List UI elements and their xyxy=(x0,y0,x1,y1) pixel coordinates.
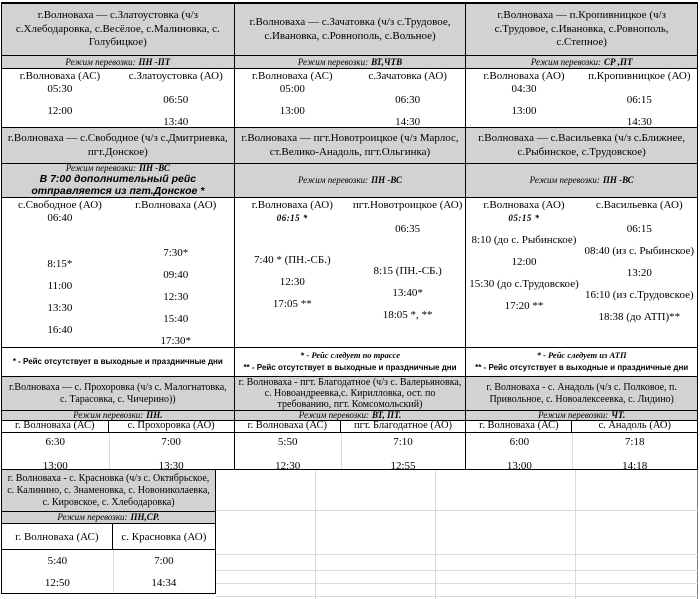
time-cell: 17:30* xyxy=(160,335,192,347)
service-days xyxy=(2,56,234,68)
time-cell: 7:30* xyxy=(163,247,189,259)
route-header-cell xyxy=(2,128,234,164)
time-cell: 7:00 xyxy=(154,555,174,567)
service-days xyxy=(235,56,466,68)
time-cell: 06:15 * xyxy=(276,213,308,223)
footnotes-cell xyxy=(2,348,234,377)
service-days-cell xyxy=(2,411,234,421)
stop-headers xyxy=(235,198,466,213)
time-row xyxy=(466,257,697,268)
time-row xyxy=(235,310,466,321)
time-row xyxy=(2,303,234,314)
service-days-label: Режим перевозки: xyxy=(73,411,144,420)
time-cell: 17:05 ** xyxy=(272,298,312,310)
time-cell: 6:00 xyxy=(509,436,530,448)
time-row xyxy=(466,117,697,128)
timetable-body xyxy=(235,69,466,128)
service-days-cell xyxy=(235,411,466,421)
grid-line xyxy=(575,470,576,599)
timetable-body xyxy=(2,198,234,348)
time-cell: 06:50 xyxy=(163,94,189,106)
service-days-cell xyxy=(2,512,215,524)
time-cell: 7:10 xyxy=(393,436,413,448)
time-cell: 13:40* xyxy=(392,287,423,299)
time-row xyxy=(235,288,466,299)
time-cell: 5:40 xyxy=(47,555,68,567)
route-title: г. Волноваха - пгт. Благодатное (ч/з с. Валерьяновка, с. Новоандреевка,с. Кирилловка, ост. по требованию, пгт. Комсомольский) xyxy=(238,377,462,411)
service-days-label: Режим перевозки: xyxy=(538,411,609,420)
time-row xyxy=(2,270,234,281)
time-row xyxy=(2,555,215,567)
service-days-value: ПН -ВС xyxy=(139,164,170,174)
time-cell: 18:05 *, ** xyxy=(382,309,433,321)
time-cell: 16:40 xyxy=(47,324,73,336)
service-days-cell xyxy=(466,164,697,198)
route-title: г.Волноваха — с.Златоустовка (ч/з с.Хлебодаровка, с.Весёлое, с.Малиновка, с. Голубицкое) xyxy=(15,8,220,49)
service-days xyxy=(466,411,697,420)
spacer xyxy=(235,235,466,255)
service-days-label: Режим перевозки: xyxy=(297,56,369,67)
service-days xyxy=(2,411,234,420)
route-header-cell xyxy=(2,377,234,411)
stop-headers xyxy=(466,421,697,433)
footnote: * - Рейс следует по трассе xyxy=(299,349,400,360)
arrival-stop: с. Красновка (АО) xyxy=(121,530,207,543)
time-cell: 13:40 xyxy=(163,116,189,128)
time-cell: 13:30 xyxy=(158,460,184,469)
grid-line xyxy=(216,510,698,511)
service-days-value: ВТ, ПТ. xyxy=(371,411,402,420)
time-row xyxy=(235,117,466,128)
timetable-body xyxy=(2,550,215,593)
time-row xyxy=(235,213,466,224)
departure-stop: г.Волноваха (АО) xyxy=(483,70,565,82)
time-row xyxy=(235,84,466,95)
service-days-value: ПН,СР. xyxy=(130,512,160,522)
time-row xyxy=(466,312,697,323)
schedule-column-2 xyxy=(234,4,466,469)
footnotes xyxy=(235,348,466,376)
time-row xyxy=(2,95,234,106)
time-cell: 15:30 (до с.Трудовское) xyxy=(469,278,579,290)
time-cell: 13:00 xyxy=(279,105,305,117)
route-header-cell xyxy=(2,4,234,56)
time-cell: 04:30 xyxy=(511,83,537,95)
time-cell: 13:20 xyxy=(626,267,652,279)
grid-line xyxy=(216,554,698,555)
footnote: * - Рейс следует из АТП xyxy=(536,349,627,360)
extra-trip-note: В 7:00 дополнительный рейс отправляется из пгт.Донское * xyxy=(31,173,205,197)
empty-spreadsheet-area xyxy=(216,470,698,599)
stop-headers xyxy=(2,198,234,213)
service-days-label: Режим перевозки: xyxy=(530,56,601,67)
service-days-value: ПН -ВС xyxy=(371,175,402,185)
footnote: ** - Рейс отсутствует в выходные и праздничные дни xyxy=(475,363,689,373)
arrival-stop: с.Зачатовка (АО) xyxy=(368,70,447,82)
departure-stop: г.Волноваха (АО) xyxy=(251,199,333,211)
time-row xyxy=(2,106,234,117)
arrival-stop: пгт. Благодатное (АО) xyxy=(354,421,453,432)
time-cell: 7:40 * (ПН.-СБ.) xyxy=(254,254,331,266)
time-row xyxy=(466,95,697,106)
time-cell: 8:10 (до с. Рыбинское) xyxy=(471,234,577,246)
service-days-cell xyxy=(466,411,697,421)
time-row xyxy=(2,325,234,336)
arrival-stop: с. Анадоль (АО) xyxy=(598,421,671,432)
route-title: г. Волноваха - с. Анадоль (ч/з с. Полковое, п. Привольное, с. Новоалексеевка, с. Лидино) xyxy=(486,382,677,405)
departure-stop: г. Волноваха (АС) xyxy=(466,421,572,432)
time-row xyxy=(466,460,697,469)
route-title: г.Волноваха — с. Прохоровка (ч/з с. Малогнатовка, с. Тарасовка, с. Чичерино)) xyxy=(8,382,227,405)
time-cell: 06:30 xyxy=(395,94,421,106)
service-days xyxy=(235,411,466,420)
time-row xyxy=(466,106,697,117)
stop-headers xyxy=(2,69,234,84)
route-header-cell xyxy=(235,377,466,411)
stop-headers xyxy=(2,524,215,550)
time-row xyxy=(466,436,697,448)
time-cell: 09:40 xyxy=(163,269,189,281)
time-cell: 14:18 xyxy=(622,460,648,469)
service-days-cell xyxy=(2,164,234,198)
service-days xyxy=(2,512,215,523)
timetable-body xyxy=(2,69,234,128)
service-days-label: Режим перевозки: xyxy=(297,175,369,185)
grid-line xyxy=(216,570,698,571)
service-days-cell xyxy=(235,164,466,198)
service-days xyxy=(466,164,697,197)
arrival-stop: г.Волноваха (АО) xyxy=(135,199,217,211)
grid-line xyxy=(315,470,316,599)
timetable-body xyxy=(466,198,697,348)
time-row xyxy=(2,460,234,469)
service-days-value: СР ,ПТ xyxy=(604,56,633,67)
time-row xyxy=(235,436,466,448)
time-cell: 7:18 xyxy=(624,436,645,448)
krasnovka-table xyxy=(1,469,216,594)
time-cell: 12:55 xyxy=(390,460,416,469)
time-cell: 11:00 xyxy=(47,280,73,292)
time-cell: 12:50 xyxy=(44,577,70,589)
route-header-cell xyxy=(466,377,697,411)
service-days xyxy=(466,56,697,68)
arrival-stop: п.Кропивницкое (АО) xyxy=(588,70,691,82)
timetable-body xyxy=(235,198,466,348)
time-row xyxy=(2,314,234,325)
time-row xyxy=(466,290,697,301)
departure-stop: г. Волноваха (АС) xyxy=(235,421,341,432)
time-cell: 7:00 xyxy=(161,436,181,448)
time-cell: 06:40 xyxy=(47,212,73,224)
time-cell: 05:15 * xyxy=(508,213,540,223)
time-cell: 17:20 ** xyxy=(504,300,544,312)
arrival-stop: с. Прохоровка (АО) xyxy=(127,421,215,432)
departure-stop: г.Волноваха (АС) xyxy=(252,70,333,82)
service-days-label: Режим перевозки: xyxy=(65,164,136,174)
time-row xyxy=(2,436,234,448)
service-days-value: ПН -ВС xyxy=(602,175,634,185)
service-days-label: Режим перевозки: xyxy=(529,175,600,185)
footnote: * - Рейс отсутствует в выходные и праздничные дни xyxy=(12,356,223,366)
route-header-cell xyxy=(466,128,697,164)
timetable-body xyxy=(2,433,234,469)
footnotes-cell xyxy=(235,348,466,377)
route-title: г. Волноваха - с. Красновка (ч/з с. Октябрьское, с. Калинино, с. Знаменовка, с. Новониколаевка, с. Кировское, с. Хлебодаровка) xyxy=(7,472,210,508)
time-cell: 12:00 xyxy=(47,105,73,117)
timetable-body xyxy=(466,433,697,469)
departure-stop: г. Волноваха (АС) xyxy=(2,524,113,549)
timetable-body xyxy=(235,433,466,469)
service-days-value: ПН -ПТ xyxy=(138,56,171,67)
time-row xyxy=(235,277,466,288)
time-cell: 12:30 xyxy=(279,276,305,288)
time-cell: 06:15 xyxy=(626,223,652,235)
time-cell: 15:40 xyxy=(163,313,189,325)
stop-headers xyxy=(235,421,466,433)
footnote: ** - Рейс отсутствует в выходные и праздничные дни xyxy=(243,363,457,373)
service-days-value: ВТ,ЧТВ xyxy=(371,56,403,67)
service-days xyxy=(66,164,170,173)
service-days xyxy=(235,164,466,197)
stop-headers xyxy=(2,421,234,433)
route-header-cell xyxy=(2,470,215,512)
time-row xyxy=(235,460,466,469)
grid-line xyxy=(435,470,436,599)
time-row xyxy=(466,84,697,95)
route-title: г.Волноваха — с.Васильевка (ч/з с.Ближнее, с.Рыбинское, с.Трудовское) xyxy=(478,131,686,158)
departure-stop: г.Волноваха (АС) xyxy=(19,70,101,82)
service-days-cell xyxy=(466,56,697,69)
route-title: г.Волноваха — с.Свободное (ч/з с.Дмитриевка, пгт.Донское) xyxy=(7,131,228,158)
route-header-cell xyxy=(235,4,466,56)
time-row xyxy=(235,266,466,277)
footnotes-cell xyxy=(466,348,697,377)
time-row xyxy=(2,336,234,347)
time-cell: 14:34 xyxy=(151,577,177,589)
arrival-stop: с.Златоустовка (АО) xyxy=(128,70,223,82)
time-cell: 16:10 (из с.Трудовское) xyxy=(585,289,694,301)
service-days-value: ПН. xyxy=(146,411,163,420)
spacer xyxy=(2,224,234,248)
service-days-value: ЧТ. xyxy=(611,411,626,420)
time-row xyxy=(235,95,466,106)
time-cell: 05:00 xyxy=(279,83,305,95)
time-cell: 13:00 xyxy=(511,105,537,117)
schedule-columns xyxy=(1,2,698,470)
arrival-stop: пгт.Новотроицкое (АО) xyxy=(352,199,463,211)
time-row xyxy=(235,106,466,117)
time-cell: 13:30 xyxy=(47,302,73,314)
time-cell: 14:30 xyxy=(626,116,652,128)
time-row xyxy=(2,248,234,259)
time-cell: 13:00 xyxy=(506,460,532,469)
time-cell: 8:15* xyxy=(47,258,73,270)
route-title: г.Волноваха — пгт.Новотроицкое (ч/з Марлос, ст.Велико-Анадоль, пгт.Ольгинка) xyxy=(241,131,459,158)
stop-headers xyxy=(466,69,697,84)
route-title: г.Волноваха — с.Зачатовка (ч/з с.Трудовое, с.Ивановка, с.Ровнополь, с.Вольное) xyxy=(249,15,451,42)
service-days-box xyxy=(2,164,234,197)
service-days-label: Режим перевозки: xyxy=(57,512,128,522)
time-row xyxy=(466,246,697,257)
footnotes xyxy=(2,348,234,376)
stop-headers xyxy=(235,69,466,84)
time-cell: 8:15 (ПН.-СБ.) xyxy=(373,265,442,277)
service-days-cell xyxy=(235,56,466,69)
service-days-label: Режим перевозки: xyxy=(298,411,369,420)
footnotes xyxy=(466,348,697,376)
time-row xyxy=(466,213,697,224)
time-cell: 5:50 xyxy=(277,436,298,448)
schedule-column-3 xyxy=(465,4,697,469)
time-cell: 05:30 xyxy=(47,83,73,95)
time-cell: 12:30 xyxy=(275,460,301,469)
timetable-body xyxy=(466,69,697,128)
time-cell: 14:30 xyxy=(395,116,421,128)
grid-line xyxy=(216,596,698,597)
time-row xyxy=(2,292,234,303)
departure-stop: с.Свободное (АО) xyxy=(18,199,102,211)
service-days-cell xyxy=(2,56,234,69)
time-row xyxy=(2,281,234,292)
time-row xyxy=(2,259,234,270)
route-header-cell xyxy=(466,4,697,56)
time-cell: 12:30 xyxy=(163,291,189,303)
time-cell: 13:00 xyxy=(42,460,68,469)
time-row xyxy=(2,213,234,224)
time-cell: 12:00 xyxy=(511,256,537,268)
stop-headers xyxy=(466,198,697,213)
grid-line xyxy=(216,583,698,584)
time-row xyxy=(235,224,466,235)
departure-stop: г.Волноваха (АО) xyxy=(483,199,565,211)
time-row xyxy=(2,577,215,589)
service-days-label: Режим перевозки: xyxy=(65,56,136,67)
time-cell: 06:35 xyxy=(395,223,421,235)
time-cell: 6:30 xyxy=(45,436,66,448)
time-cell: 08:40 (из с. Рыбинское) xyxy=(584,245,695,257)
arrival-stop: с.Васильевка (АО) xyxy=(595,199,683,211)
grid-line xyxy=(697,470,698,599)
schedule-column-1 xyxy=(2,4,234,469)
time-row xyxy=(2,117,234,128)
departure-stop: г. Волноваха (АС) xyxy=(2,421,109,432)
time-cell: 18:38 (до АТП)** xyxy=(598,311,681,323)
route-title: г.Волноваха — п.Кропивницкое (ч/з с.Трудовое, с.Ивановка, с.Ровнополь, с.Степное) xyxy=(494,8,669,49)
time-row xyxy=(2,84,234,95)
time-cell: 06:15 xyxy=(626,94,652,106)
route-header-cell xyxy=(235,128,466,164)
